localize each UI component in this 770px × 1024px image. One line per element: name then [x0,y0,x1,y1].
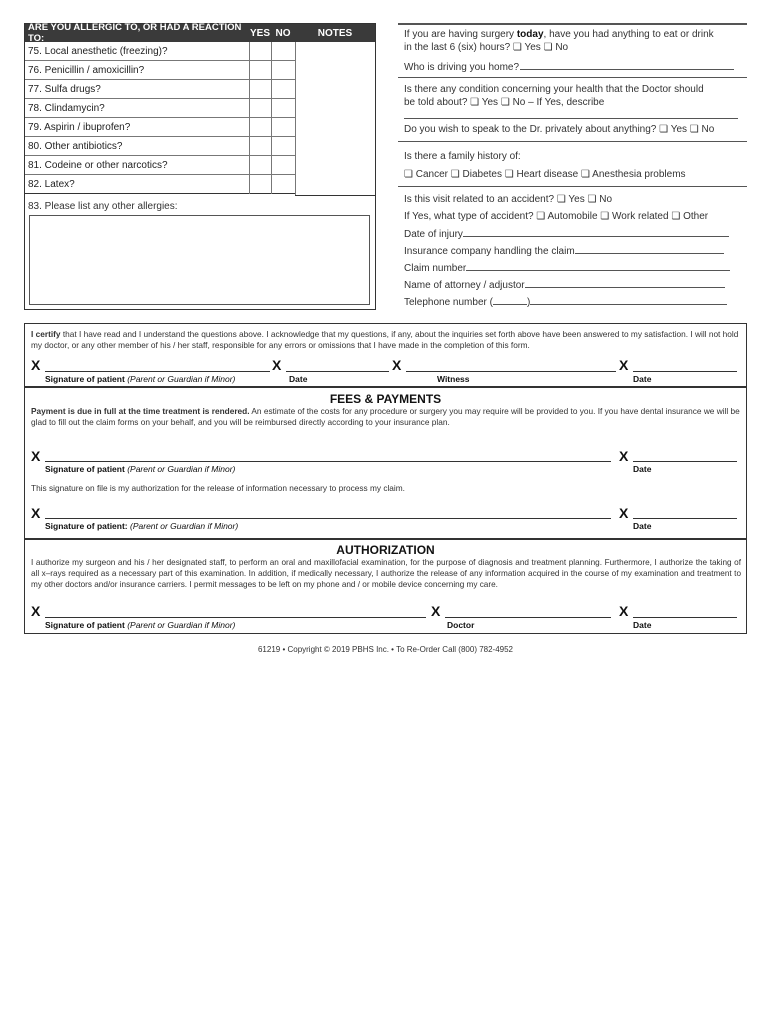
signature-caption-label: Signature of patient [45,374,125,384]
allergy-item-label: 82. Latex? [28,178,75,190]
allergy-header-label: ARE YOU ALLERGIC TO, OR HAD A REACTION TO: [28,22,242,44]
date-caption: Date [289,374,308,384]
doctor-signature-line[interactable] [445,617,611,618]
signature-mark: X [272,357,282,373]
attorney-field [404,278,725,292]
driving-input[interactable] [520,60,734,70]
allergy-item-label: 78. Clindamycin? [28,102,105,114]
allergy-table-header [25,24,375,42]
date-caption: Date [633,521,652,531]
signature-mark: X [31,448,41,464]
signature-caption [45,464,235,474]
fees-text [31,406,741,428]
yes-checkbox[interactable] [249,175,271,194]
no-checkbox[interactable] [271,42,293,61]
allergy-row [25,118,295,137]
date-caption: Date [633,620,652,630]
divider [398,23,747,25]
injury-date-input[interactable] [463,227,729,237]
divider [398,77,747,78]
patient-signature-line[interactable] [45,461,611,462]
signature-mark: X [31,603,41,619]
signature-mark: X [31,505,41,521]
allergy-row [25,99,295,118]
yes-checkbox[interactable] [249,156,271,175]
yes-column-label: YES [249,27,270,39]
witness-line[interactable] [406,371,616,372]
allergy-item-label: 80. Other antibiotics? [28,140,123,152]
yes-checkbox[interactable] [249,118,271,137]
condition-question-line2[interactable]: be told about? ❏ Yes ❏ No – If Yes, describe [404,97,605,108]
signature-mark: X [431,603,441,619]
fees-title: FEES & PAYMENTS [329,392,442,406]
insurance-input[interactable] [575,244,724,254]
no-checkbox[interactable] [271,99,293,118]
notes-column-label: NOTES [317,27,353,39]
witness-caption: Witness [437,374,470,384]
certify-body: that I have read and I understand the questions above. I acknowledge that my questions, if any, about the inquiries set forth above have been answered to my satisfaction. I will not hold my doctor, or any other member of his / her staff, responsible for any errors or omissions that I have made in the completion of this form. [31,329,739,350]
fees-body: An estimate of the costs for any procedure or surgery you may require will be provided to you. If you have dental insurance we will be glad to fill out the claim forms on your behalf, and you will be reimbursed directly according to your insurance plan. [31,406,740,427]
allergy-item-label: 75. Local anesthetic (freezing)? [28,45,168,57]
yes-checkbox[interactable] [249,42,271,61]
telephone-field [404,295,727,309]
fees-bold: Payment is due in full at the time treatment is rendered. [31,406,250,416]
certify-bold: I certify [31,329,61,339]
allergy-item-label: 76. Penicillin / amoxicillin? [28,64,145,76]
other-allergies-textarea[interactable] [29,215,370,305]
driving-question [404,60,734,74]
insurance-field [404,244,724,258]
divider [295,195,375,196]
signature-caption [45,620,235,630]
date-line[interactable] [286,371,389,372]
telephone-label: Telephone number ( [404,297,493,308]
yes-checkbox[interactable] [249,61,271,80]
notes-column[interactable] [295,42,375,196]
injury-date-label: Date of injury [404,229,463,240]
authorization-text: I authorize my surgeon and his / her designated staff, to perform an oral and maxillofacial examination, for the purpose of diagnosis and treatment planning. Furthermore, I authorize the taking of all x–rays required as a necessary part of this examination. In addition, if medically necessary, I authorize the release of any information acquired in the course of my examination and treatment to my other doctors and/or insurance carriers. I permit messages to be left on my phone and / or mobile device concerning my care. [31,558,741,589]
signature-caption-sub: (Parent or Guardian if Minor) [127,464,236,474]
signature-caption-sub: (Parent or Guardian if Minor) [127,620,236,630]
accident-type-question[interactable]: If Yes, what type of accident? ❏ Automobile ❏ Work related ❏ Other [404,211,709,222]
insurance-label: Insurance company handling the claim [404,246,575,257]
date-line[interactable] [633,461,737,462]
surgery-question-line2[interactable]: in the last 6 (six) hours? ❏ Yes ❏ No [404,42,569,53]
signature-caption-label: Signature of patient [45,464,125,474]
driving-question-label: Who is driving you home? [404,62,520,73]
divider [398,186,747,187]
signature-mark: X [392,357,402,373]
speak-privately-question[interactable]: Do you wish to speak to the Dr. privately about anything? ❏ Yes ❏ No [404,124,715,135]
signature-caption-label: Signature of patient: [45,521,128,531]
signature-mark: X [619,603,629,619]
date-caption: Date [633,374,652,384]
attorney-input[interactable] [525,278,725,288]
telephone-input[interactable] [530,295,727,305]
signature-mark: X [619,357,629,373]
claim-number-field [404,261,730,275]
allergy-row [25,80,295,99]
accident-question[interactable]: Is this visit related to an accident? ❏ Yes ❏ No [404,194,613,205]
authorization-release-text: This signature on file is my authorization for the release of information necessary to process my claim. [31,483,405,493]
authorization-title: AUTHORIZATION [336,543,435,557]
allergy-item-label: 79. Aspirin / ibuprofen? [28,121,131,133]
no-column-label: NO [275,27,291,39]
family-history-question: Is there a family history of: [404,151,521,162]
telephone-paren: ) [526,297,531,308]
family-history-options[interactable]: ❏ Cancer ❏ Diabetes ❏ Heart disease ❏ Anesthesia problems [404,169,686,180]
yes-checkbox[interactable] [249,99,271,118]
no-checkbox[interactable] [271,137,293,156]
no-checkbox[interactable] [271,80,293,99]
signature-mark: X [619,505,629,521]
signature-caption [45,374,235,384]
attorney-label: Name of attorney / adjustor [404,280,525,291]
allergy-row [25,156,295,175]
signature-caption-label: Signature of patient [45,620,125,630]
surgery-question-bold: today [516,29,544,40]
signature-mark: X [31,357,41,373]
footer-copyright: 61219 • Copyright © 2019 PBHS Inc. • To Re-Order Call (800) 782-4952 [257,645,514,654]
condition-question: Is there any condition concerning your health that the Doctor should [404,84,704,95]
yes-checkbox[interactable] [249,137,271,156]
certify-text [31,329,741,351]
other-allergies-label: 83. Please list any other allergies: [28,201,178,212]
surgery-question-text-end: , have you had anything to eat or drink [543,29,714,40]
witness-date-line[interactable] [633,371,737,372]
date-line[interactable] [633,617,737,618]
allergy-row [25,42,295,61]
patient-signature-line[interactable] [45,617,426,618]
surgery-question [404,28,749,41]
signature-caption [45,521,238,531]
divider [398,141,747,142]
allergy-row [25,61,295,80]
surgery-question-text: If you are having surgery [404,29,517,40]
claim-number-label: Claim number [404,263,467,274]
signature-mark: X [619,448,629,464]
yes-checkbox[interactable] [249,80,271,99]
date-line[interactable] [633,518,737,519]
allergy-item-label: 77. Sulfa drugs? [28,83,101,95]
allergy-item-label: 81. Codeine or other narcotics? [28,159,168,171]
signature-caption-sub: (Parent or Guardian if Minor) [127,374,236,384]
no-checkbox[interactable] [271,156,293,175]
signature-caption-sub: (Parent or Guardian if Minor) [130,521,239,531]
allergy-row [25,175,295,194]
condition-describe-input[interactable] [404,118,738,119]
no-checkbox[interactable] [271,175,293,194]
patient-signature-line[interactable] [45,371,270,372]
no-checkbox[interactable] [271,61,293,80]
area-code-input[interactable] [493,295,527,305]
date-caption: Date [633,464,652,474]
claim-number-input[interactable] [466,261,730,271]
allergy-row [25,137,295,156]
doctor-caption: Doctor [447,620,475,630]
no-checkbox[interactable] [271,118,293,137]
injury-date-field [404,227,729,241]
patient-signature-line[interactable] [45,518,611,519]
